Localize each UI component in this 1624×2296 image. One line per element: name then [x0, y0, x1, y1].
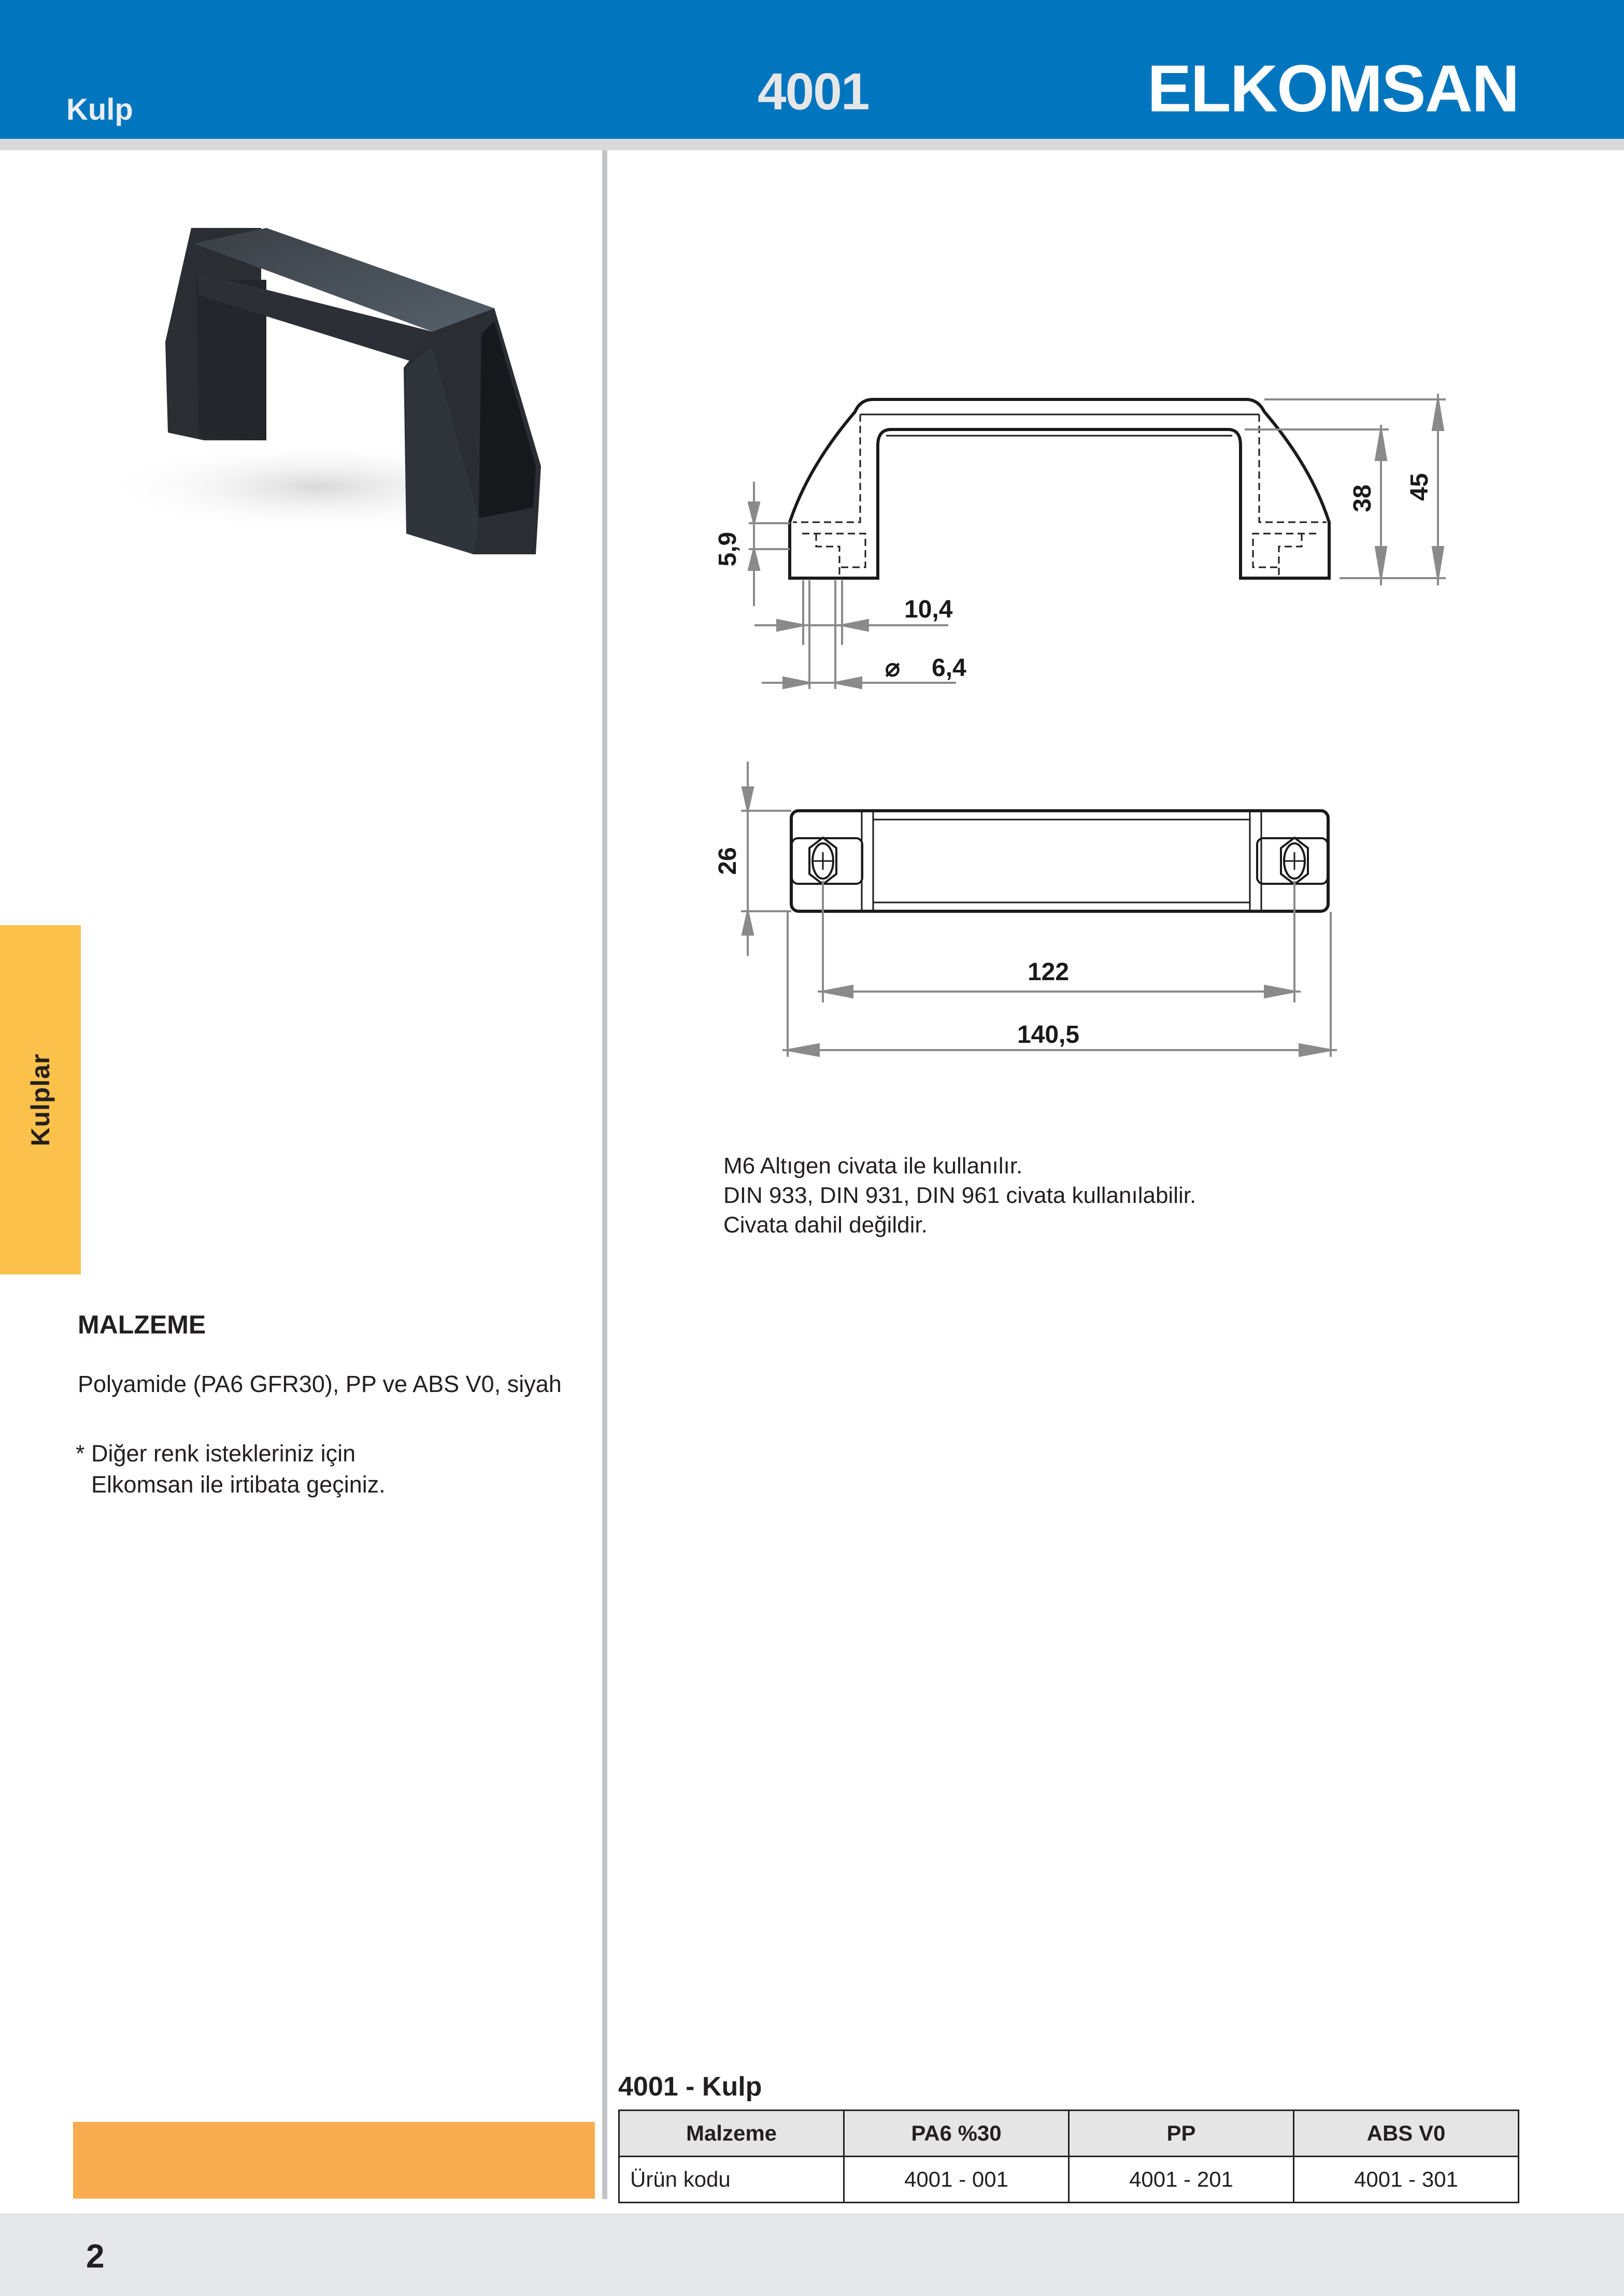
usage-note-3: Civata dahil değildir. — [723, 1212, 928, 1238]
page-footer — [0, 2213, 1624, 2296]
header-divider — [0, 139, 1624, 150]
technical-drawing — [0, 0, 1624, 1140]
dim-38: 38 — [1349, 484, 1376, 512]
side-view-hidden-lines — [793, 414, 1327, 575]
product-image — [95, 197, 593, 559]
product-code-table — [618, 2110, 1519, 2203]
table-title: 4001 - Kulp — [618, 2072, 762, 2102]
dim-140-5: 140,5 — [1017, 1021, 1080, 1049]
diameter-symbol: ⌀ — [885, 654, 900, 682]
column-divider — [602, 150, 607, 2199]
material-heading: MALZEME — [78, 1310, 206, 1339]
brand-logo-text: ELKOMSAN — [1147, 52, 1519, 126]
code-pp: 4001 - 201 — [1069, 2157, 1294, 2203]
color-note-line-2: Elkomsan ile irtibata geçiniz. — [91, 1471, 386, 1498]
material-description: Polyamide (PA6 GFR30), PP ve ABS V0, siyah — [78, 1371, 562, 1397]
col-header-material: Malzeme — [619, 2111, 844, 2157]
table-row — [619, 2157, 1519, 2203]
color-note-line-1: * Diğer renk istekleriniz için — [76, 1440, 356, 1467]
code-abs: 4001 - 301 — [1294, 2157, 1519, 2203]
col-header-pp: PP — [1069, 2111, 1294, 2157]
table-header-row — [619, 2111, 1519, 2157]
accent-bar — [73, 2122, 595, 2199]
dim-26: 26 — [714, 847, 742, 875]
section-label: Kulp — [66, 93, 133, 126]
side-view-dimension-lines — [749, 394, 1446, 689]
col-header-pa6: PA6 %30 — [844, 2111, 1069, 2157]
side-view-outline — [790, 399, 1329, 578]
top-view-outline — [791, 811, 1328, 911]
col-header-abs: ABS V0 — [1294, 2111, 1519, 2157]
usage-note-2: DIN 933, DIN 931, DIN 961 civata kullanılabilir. — [723, 1183, 1196, 1208]
row-label: Ürün kodu — [619, 2157, 844, 2203]
dim-122: 122 — [1027, 958, 1070, 986]
top-view-dimension-lines — [741, 762, 1337, 1057]
dim-5-9: 5,9 — [714, 532, 742, 567]
dim-6-4: 6,4 — [932, 654, 966, 682]
usage-note-1: M6 Altıgen civata ile kullanılır. — [723, 1153, 1023, 1179]
code-pa6: 4001 - 001 — [844, 2157, 1069, 2203]
dim-10-4: 10,4 — [904, 596, 953, 623]
dim-45: 45 — [1406, 473, 1433, 501]
page-number: 2 — [86, 2237, 105, 2275]
category-tab-label: Kulplar — [26, 1053, 55, 1146]
product-code: 4001 — [758, 63, 869, 121]
